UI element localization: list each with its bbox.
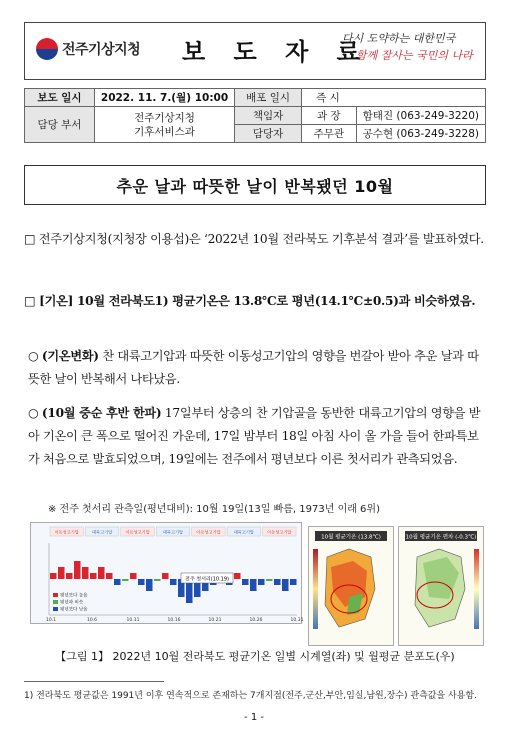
- pressure-band-label: 이동성고기압: [54, 529, 79, 535]
- daily-bar: [258, 579, 265, 585]
- pressure-band-label: 이동성고기압: [196, 529, 221, 535]
- map1-colorbar: [313, 549, 318, 629]
- responsible-label: 책임자: [235, 107, 302, 125]
- map1-title: 10월 평균기온 (13.8℃): [321, 534, 381, 541]
- page-number: - 1 -: [244, 712, 264, 723]
- daily-bar: [146, 579, 153, 591]
- daily-bar: [58, 567, 65, 579]
- timeseries-svg: [31, 523, 304, 623]
- dept-label: 담당 부서: [25, 107, 95, 143]
- temperature-anomaly-map: [398, 526, 484, 646]
- daily-bar: [82, 567, 89, 579]
- slogan-line-1: 다시 도약하는 대한민국: [342, 32, 456, 45]
- x-tick-label: 10.1: [45, 618, 57, 623]
- contact-title: 주무관: [302, 125, 357, 143]
- paragraph-temperature: [24, 290, 486, 313]
- x-tick-label: 10.21: [208, 618, 222, 623]
- daily-bar: [162, 573, 169, 579]
- x-tick-label: 10.26: [249, 618, 263, 623]
- report-date: 2022. 11. 7.(월) 10:00: [94, 89, 234, 107]
- daily-bar: [170, 579, 177, 585]
- circle-bullet-icon: ○: [28, 349, 39, 363]
- figure-legend: [53, 592, 88, 613]
- release-value: 즉 시: [302, 89, 486, 107]
- footnote: 1) 전라북도 평균값은 1991년 이후 연속적으로 존재하는 7개지점(전주,군산,부안,임실,남원,장수) 관측값을 사용함.: [24, 691, 477, 701]
- daily-temperature-timeseries-figure: [30, 522, 302, 624]
- legend-swatch: [53, 607, 58, 611]
- cold-wave-lead: (10월 중순 후반 한파): [41, 406, 162, 420]
- paragraph-cold-wave: [28, 402, 486, 471]
- pressure-band-label: 대륙고기압: [92, 529, 113, 535]
- report-date-label: 보도 일시: [25, 89, 95, 107]
- legend-label: 평년과 비슷: [60, 600, 84, 606]
- figure-caption: 【그림 1】 2022년 10월 전라북도 평균기온 일별 시계열(좌) 및 월평균 분포도(우): [55, 650, 455, 663]
- daily-bar: [114, 579, 121, 585]
- pressure-band-label: 이동성고기압: [267, 529, 292, 535]
- intro-text: 전주기상지청(지청장 이용섭)은 ‘2022년 10월 전라북도 기후분석 결과’를 발표하였다.: [38, 232, 484, 246]
- x-tick-label: 10.11: [126, 618, 140, 623]
- paragraph-intro: [24, 228, 486, 251]
- square-bullet-icon: □: [24, 294, 36, 308]
- kma-logo-icon: [36, 38, 58, 60]
- temperature-summary: [기온] 10월 전라북도1) 평균기온은 13.8℃로 평년(14.1℃±0.5)과 비슷하였음.: [39, 294, 476, 308]
- dept-line-2: 기후서비스과: [134, 125, 195, 138]
- headline: 추운 날과 따뜻한 날이 반복됐던 10월: [24, 165, 486, 205]
- temperature-change-text: 찬 대륙고기압과 따뜻한 이동성고기압의 영향을 번갈아 받아 추운 날과 따뜻한 날이 반복해서 나타났음.: [28, 349, 479, 386]
- daily-bar: [266, 579, 273, 581]
- footnote-divider: [24, 681, 164, 682]
- daily-bar: [274, 579, 281, 585]
- mean-temperature-map: [308, 526, 394, 646]
- x-tick-label: 10.31: [290, 618, 304, 623]
- release-label: 배포 일시: [235, 89, 302, 107]
- temperature-change-lead: (기온변화): [41, 349, 99, 363]
- slogan: [342, 30, 482, 64]
- contact-person: 공수현 (063-249-3228): [356, 125, 485, 143]
- pressure-system-band: [50, 527, 296, 536]
- daily-bar: [154, 579, 161, 581]
- pressure-band-label: 대륙고기압: [162, 529, 184, 535]
- agency-name: 전주기상지청: [62, 42, 141, 58]
- legend-label: 평년보다 낮음: [60, 607, 88, 613]
- first-frost-note: ※ 전주 첫서리 관측일(평년대비): 10월 19일(13일 빠름, 1973년 이래 6위): [48, 504, 380, 515]
- document-type-title: 보 도 자 료: [182, 38, 370, 66]
- contact-label: 담당자: [235, 125, 302, 143]
- daily-bar: [98, 567, 105, 579]
- dept-name: [94, 107, 234, 143]
- x-tick-labels: [46, 617, 304, 623]
- legend-swatch: [53, 593, 58, 597]
- frost-label: 전주 첫서리(10.19): [185, 576, 229, 583]
- x-tick-label: 10.16: [167, 618, 181, 623]
- legend-swatch: [53, 600, 58, 604]
- daily-bar: [250, 579, 257, 591]
- map2-colorbar: [474, 549, 479, 629]
- square-bullet-icon: □: [24, 232, 36, 246]
- paragraph-temperature-change: [28, 345, 486, 391]
- daily-bar: [50, 573, 57, 579]
- circle-bullet-icon: ○: [28, 406, 39, 420]
- daily-bar: [106, 573, 113, 579]
- daily-bar: [242, 579, 249, 585]
- daily-bar: [138, 579, 145, 585]
- daily-bar: [74, 561, 81, 579]
- daily-bar: [90, 573, 97, 579]
- map1-svg: [309, 527, 393, 645]
- pressure-band-label: 이동성고기압: [125, 529, 150, 535]
- legend-label: 평년보다 높음: [60, 593, 88, 599]
- map2-title: 10월 평균기온 편차 (-0.3℃): [405, 534, 477, 541]
- responsible-person: 함태진 (063-249-3220): [356, 107, 485, 125]
- responsible-title: 과 장: [302, 107, 357, 125]
- dept-line-1: 전주기상지청: [134, 111, 195, 124]
- daily-bar: [282, 579, 289, 591]
- contact-info-table: [24, 88, 486, 143]
- pressure-band-label: 대륙고기압: [233, 529, 254, 535]
- slogan-line-2: 함께 잘사는 국민의 나라: [356, 49, 473, 62]
- daily-bar: [122, 579, 129, 581]
- daily-bar: [290, 579, 297, 585]
- daily-bar: [130, 573, 137, 579]
- map2-svg: [399, 527, 483, 645]
- daily-bar: [234, 573, 241, 579]
- daily-bar: [66, 573, 73, 579]
- x-tick-label: 10.6: [86, 618, 98, 623]
- cold-wave-text: 17일부터 상층의 찬 기압골을 동반한 대륙고기압의 영향을 받아 기온이 큰 폭으로 떨어진 가운데, 17일 밤부터 18일 아침 사이 올 가을 들어 한파특보가 처음으로 발효되었으며, 19일에는 전주에서 평년보다 이른 첫서리가 관측되었음.: [28, 406, 481, 466]
